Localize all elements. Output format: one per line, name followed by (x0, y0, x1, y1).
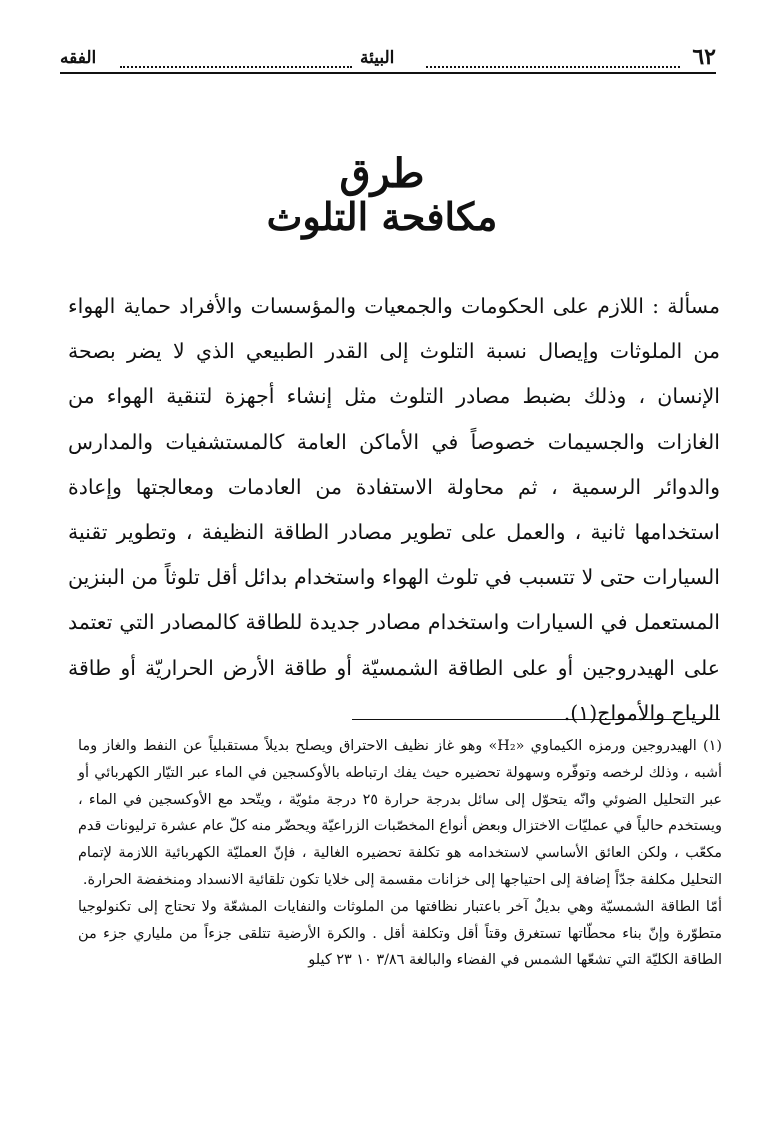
page-number: ٦٢ (692, 44, 716, 70)
main-paragraph (68, 284, 720, 736)
chapter-title: البيئة (360, 48, 395, 68)
footnote-paragraph-1: (١) الهيدروجين ورمزه الكيماوي «H₂» وهو غاز نظيف الاحتراق ويصلح بديلاً مستقبلياً عن النفط والغاز وما أشبه ، وذلك لرخصه وتوفّره وسهولة تحضيره حيث يفك ارتباطه بالأوكسجين في الماء عبر التيّار الكهربائي أو عبر التحليل الضوئي وانّه يتحوّل إلى سائل بدرجة حرارة ٢٥ درجة مئويّة ، ويتّحد مع الأوكسجين في الماء ، ويستخدم حالياً في عمليّات الاختزال وبعض أنواع المخصّبات الزراعيّة ويحضّر منه كلّ عام عشرة ترليونات قدم مكعّب ، ولكن العائق الأساسي لاستخدامه هو تكلفة تحضيره الغالية ، فإنّ العمليّة الكهربائية اللازمة لإتمام التحليل مكلفة جدّاً إضافة إلى احتياجها إلى خزانات مقسمة إلى خلايا تكون تلقائية الانسداد ومنخفضة الحرارة. (78, 738, 722, 888)
paragraph-text: مسألة : اللازم على الحكومات والجمعيات والمؤسسات والأفراد حماية الهواء من الملوثات وإيصال نسبة التلوث إلى القدر الطبيعي الذي لا يضر بصحة الإنسان ، وذلك بضبط مصادر التلوث مثل إنشاء أجهزة لتنقية الهواء من الغازات والجسيمات خصوصاً في الأماكن العامة كالمستشفيات والمدارس والدوائر الرسمية ، ثم محاولة الاستفادة من العادمات ومعالجتها وإعادة استخدامها ثانية ، والعمل على تطوير مصادر الطاقة النظيفة ، وتطوير تقنية السيارات حتى لا تتسبب في تلوث الهواء واستخدام بدائل أقل تلوثاً من البنزين المستعمل في السيارات واستخدام مصادر جديدة للطاقة كالمصادر التي تعتمد على الهيدروجين أو على الطاقة الشمسيّة أو طاقة الأرض الحراريّة أو طاقة الرياح والأمواج(١). (68, 294, 720, 725)
header-rule (60, 72, 716, 74)
running-header (60, 42, 716, 82)
header-leader-dots (426, 52, 680, 68)
header-leader-dots (120, 52, 352, 68)
section-title-line-1: طرق (339, 150, 425, 197)
footnote (78, 733, 722, 974)
book-title: الفقه (60, 48, 97, 68)
section-title-line-2: مكافحة التلوث (266, 194, 498, 239)
footnote-separator (352, 719, 720, 720)
footnote-paragraph-2: أمّا الطاقة الشمسيّة وهي بديلٌ آخر باعتبار نظافتها من الملوثات والنفايات المشعّة ولا تحتاج إلى تكنولوجيا متطوّرة وإنّ بناء محطّاتها تستغرق وقتاً أقل وتكلفة أقل . والكرة الأرضية تتلقى جزءاً من ملياري جزء من الطاقة الكليّة التي تشعّها الشمس في الفضاء والبالغة ٣/٨٦ ١٠ ٢٣ كيلو (78, 898, 722, 969)
